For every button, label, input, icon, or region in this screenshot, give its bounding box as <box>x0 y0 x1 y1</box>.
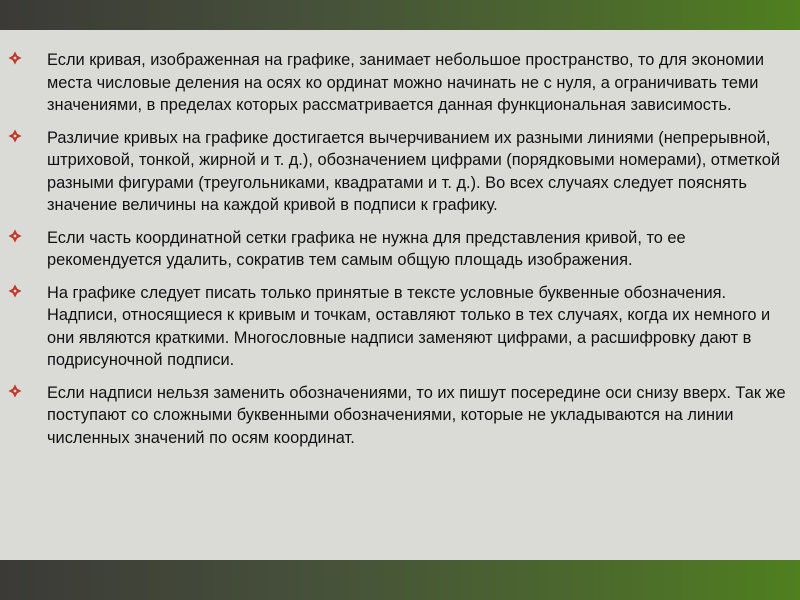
diamond-bullet-icon <box>8 284 22 298</box>
bullet-text: На графике следует писать только принятые в тексте условные буквенные обозначения. Надписи, относящиеся к кривым и точкам, оставляют только в тех случаях, когда их немного и они являются краткими. Многословные надписи заменяют цифрами, а расшифровку дают в подрисуночной подписи. <box>47 283 771 369</box>
bullet-list <box>8 49 794 459</box>
bullet-text: Если часть координатной сетки графика не нужна для представления кривой, то ее рекомендуется удалить, сократив тем самым общую площадь изображения. <box>47 228 686 269</box>
bullet-item <box>8 227 794 272</box>
bullet-text: Различие кривых на графике достигается вычерчиванием их разными линиями (непрерывной, штриховой, тонкой, жирной и т. д.), обозначением цифрами (порядковыми номерами), отметкой разными фигурами (треугольниками, квадратами и т. д.). Во всех случаях следует пояснять значение величины на каждой кривой в подписи к графику. <box>47 128 781 214</box>
diamond-bullet-icon <box>8 384 22 398</box>
diamond-bullet-icon <box>8 129 22 143</box>
bullet-item <box>8 382 794 450</box>
bullet-text: Если надписи нельзя заменить обозначениями, то их пишут посередине оси снизу вверх. Так же поступают со сложными буквенными обозначениями, которые не укладываются на линии численных значений по осям координат. <box>47 383 786 447</box>
bottom-decor-band <box>0 560 800 600</box>
bullet-item <box>8 49 794 117</box>
bullet-text: Если кривая, изображенная на графике, занимает небольшое пространство, то для экономии места числовые деления на осях ко ординат можно начинать не с нуля, а ограничивать теми значениями, в пределах которых рассматривается данная функциональная зависимость. <box>47 51 765 114</box>
bullet-item <box>8 282 794 372</box>
top-decor-band <box>0 0 800 30</box>
slide-content <box>0 30 800 560</box>
bullet-item <box>8 127 794 217</box>
diamond-bullet-icon <box>8 229 22 243</box>
diamond-bullet-icon <box>8 51 22 65</box>
